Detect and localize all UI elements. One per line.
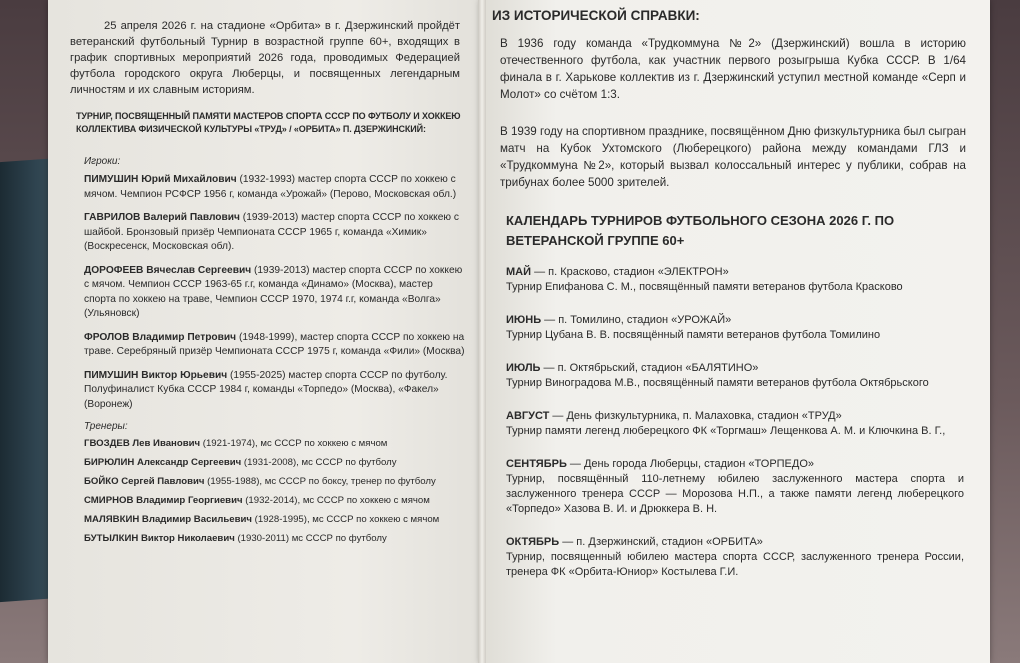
player-entry: [84, 211, 470, 255]
coach-name: БУТЫЛКИН Виктор Николаевич: [84, 533, 235, 544]
month-tournament: Турнир, посвященный юбилею мастера спорта СССР, заслуженного тренера России, тренера ФК «Орбита-Юниор» Костылева Г.И.: [506, 551, 964, 578]
coach-desc: (1931-2008), мс СССР по футболу: [243, 457, 397, 468]
month-place: — п. Октябрьский, стадион «БАЛЯТИНО»: [540, 362, 759, 374]
player-name: ПИМУШИН Юрий Михайлович: [84, 174, 237, 185]
history-paragraph-2: В 1939 году на спортивном празднике, посвящённом Дню физкультурника был сыгран матч на Кубок Ухтомского (Люберецкого) района между командами ГЛЗ и «Трудкоммуна №2», который вызвал колоссальный интерес у публики, собрав на трибунах более 5000 зрителей.: [500, 125, 966, 189]
coach-entry: [84, 476, 470, 488]
player-name: ФРОЛОВ Владимир Петрович: [84, 331, 237, 343]
month-place: — День физкультурника, п. Малаховка, стадион «ТРУД»: [549, 410, 842, 422]
player-desc: (1939-2013) мастер спорта СССР по хоккею с шайбой. Бронзовый призёр Чемпионата СССР 1965 г, команда «Химик» (Воскресенск, Московская обл).: [84, 212, 459, 252]
month-place: — п. Красково, стадион «ЭЛЕКТРОН»: [531, 266, 729, 278]
coach-entry: [84, 457, 470, 469]
right-page-content: [492, 6, 972, 598]
month-tournament: Турнир памяти легенд люберецкого ФК «Торгмаш» Лещенкова А. М. и Ключкина В. Г.,: [506, 425, 946, 437]
coach-desc: (1930-2011) мс СССР по футболу: [237, 533, 387, 544]
player-entry: [84, 369, 470, 413]
calendar-entry: [506, 361, 964, 391]
player-name: ДОРОФЕЕВ Вячеслав Сергеевич: [84, 264, 252, 276]
month-tournament: Турнир Епифанова С. М., посвящённый памяти ветеранов футбола Красково: [506, 281, 903, 293]
month-name: ИЮНЬ: [506, 314, 542, 326]
month-tournament: Турнир Виноградова М.В., посвящённый памяти ветеранов футбола Октябрьского: [506, 377, 929, 389]
coach-entry: [84, 495, 470, 507]
month-name: ОКТЯБРЬ: [506, 536, 560, 548]
coach-name: ГВОЗДЕВ Лев Иванович: [84, 438, 201, 449]
calendar-entry: [506, 409, 964, 439]
month-name: АВГУСТ: [506, 410, 550, 422]
player-entry: [84, 173, 470, 202]
player-desc: (1939-2013) мастер спорта СССР по хоккею с мячом. Чемпион СССР 1963-65 г.г, команда «Динамо» (Москва), мастер спорта по хоккею на траве, Чемпион СССР 1970, 1974 г.г, команда «Волга» (Ульяновск): [84, 264, 463, 319]
month-place: — п. Томилино, стадион «УРОЖАЙ»: [541, 314, 732, 326]
player-entry: [84, 264, 470, 322]
coach-entry: [84, 514, 470, 526]
player-desc: (1948-1999), мастер спорта СССР по хоккею на траве. Серебряный призёр Чемпионата СССР 1975 г, команда «Фили» (Москва): [84, 331, 465, 357]
calendar-entry: [506, 313, 964, 343]
month-name: МАЙ: [506, 266, 532, 278]
calendar-entry: [506, 457, 964, 517]
coaches-label: Тренеры:: [84, 421, 128, 432]
coach-desc: (1928-1995), мс СССР по хоккею с мячом: [254, 514, 440, 525]
coach-name: СМИРНОВ Владимир Георгиевич: [84, 495, 243, 506]
left-page-content: [70, 18, 470, 552]
coach-entry: [84, 533, 470, 545]
coach-desc: (1921-1974), мс СССР по хоккею с мячом: [202, 438, 388, 449]
history-paragraph-1: В 1936 году команда «Трудкоммуна №2» (Дзержинский) вошла в историю отечественного футбола, как участник первого розыгрыша Кубка СССР. В 1/64 финала в г. Харькове коллектив из г. Дзержинский уступил местной команде «Серп и Молот» со счётом 1:3.: [500, 37, 966, 101]
calendar-title: КАЛЕНДАРЬ ТУРНИРОВ ФУТБОЛЬНОГО СЕЗОНА 2026 Г. ПО ВЕТЕРАНСКОЙ ГРУППЕ 60+: [506, 213, 895, 248]
player-entry: [84, 331, 470, 360]
month-tournament: Турнир Цубана В. В. посвящённый памяти ветеранов футбола Томилино: [506, 329, 881, 341]
player-desc: (1932-1993) мастер спорта СССР по хоккею с мячом. Чемпион РСФСР 1956 г, команда «Урожай» (Перово, Московская обл.): [84, 174, 457, 200]
month-place: — День города Люберцы, стадион «ТОРПЕДО»: [566, 458, 815, 470]
month-name: СЕНТЯБРЬ: [506, 458, 567, 470]
month-name: ИЮЛЬ: [506, 362, 541, 374]
player-desc: (1955-2025) мастер спорта СССР по футболу. Полуфиналист Кубка СССР 1984 г, команды «Торпедо» (Москва), «Факел» (Воронеж): [84, 369, 448, 410]
coach-desc: (1955-1988), мс СССР по боксу, тренер по футболу: [207, 476, 436, 487]
calendar-entry: [506, 265, 964, 295]
player-name: ПИМУШИН Виктор Юрьевич: [84, 369, 228, 381]
tournament-title: ТУРНИР, ПОСВЯЩЕННЫЙ ПАМЯТИ МАСТЕРОВ СПОРТА СССР ПО ФУТБОЛУ И ХОККЕЮ КОЛЛЕКТИВА ФИЗИЧЕСКОЙ КУЛЬТУРЫ «ТРУД» / «ОРБИТА» П. ДЗЕРЖИНСКИЙ:: [76, 111, 461, 134]
month-place: — п. Дзержинский, стадион «ОРБИТА»: [559, 536, 763, 548]
coach-entry: [84, 438, 470, 450]
page-fold: [478, 0, 486, 663]
coach-name: МАЛЯВКИН Владимир Васильевич: [84, 514, 252, 525]
coach-name: БОЙКО Сергей Павлович: [84, 476, 205, 487]
player-name: ГАВРИЛОВ Валерий Павлович: [84, 212, 240, 223]
players-label: Игроки:: [84, 156, 121, 167]
history-title: ИЗ ИСТОРИЧЕСКОЙ СПРАВКИ:: [492, 8, 700, 23]
coach-name: БИРЮЛИН Александр Сергеевич: [84, 457, 242, 468]
coach-desc: (1932-2014), мс СССР по хоккею с мячом: [245, 495, 430, 506]
month-tournament: Турнир, посвящённый 110-летнему юбилею заслуженного мастера спорта и заслуженного тренера СССР — Морозова Н.П., а также памяти легенд люберецкого «Торпедо» Хазова В. И. и Дрюккера В. Н.: [506, 473, 964, 515]
calendar-entry: [506, 535, 964, 580]
intro-paragraph: 25 апреля 2026 г. на стадионе «Орбита» в г. Дзержинский пройдёт ветеранский футбольный Турнир в возрастной группе 60+, входящих в график спортивных мероприятий 2026 года, проводимых Федерацией футбола городского округа Люберцы, и посвященных легендарным личностям и их славным историям.: [70, 20, 460, 96]
